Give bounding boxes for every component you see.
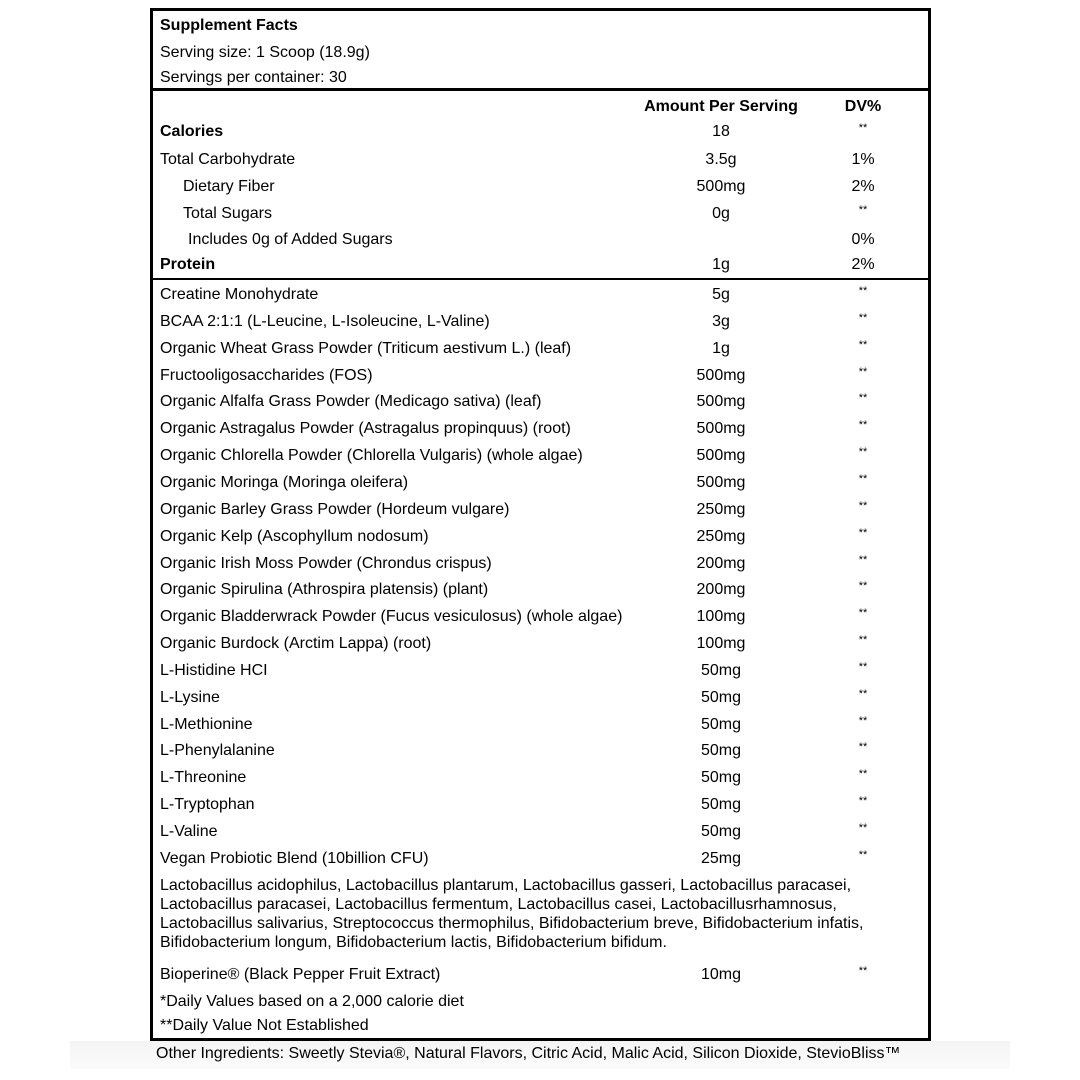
probiotic-strain-line: Lactobacillus paracasei, Lactobacillus fermentum, Lactobacillus casei, Lactobacillusrhamnosus, [160,896,837,913]
nutrient-amount: 3.5g [705,151,737,168]
ingredient-name: L-Methionine [160,715,253,733]
ingredient-name: Organic Burdock (Arctim Lappa) (root) [160,635,432,653]
nutrition-divider [153,278,928,280]
ingredient-amount: 500mg [696,420,746,438]
ingredient-row [153,662,928,686]
nutrient-amount: 500mg [696,178,746,195]
ingredient-amount: 200mg [696,554,746,572]
nutrient-name: Total Carbohydrate [160,151,296,168]
ingredient-amount: 200mg [696,581,746,599]
ingredient-name: Organic Spirulina (Athrospira platensis) (plant) [160,581,489,599]
ingredient-dv: ** [858,687,868,700]
amount-column-header: Amount Per Serving [644,98,798,115]
ingredient-name: Organic Bladderwrack Powder (Fucus vesiculosus) (whole algae) [160,608,623,626]
ingredient-dv: ** [858,768,868,781]
ingredient-amount: 25mg [700,849,742,867]
ingredient-row [153,420,928,444]
footnote-not-established: **Daily Value Not Established [160,1017,369,1034]
bioperine-row [153,966,928,990]
ingredient-name: BCAA 2:1:1 (L-Leucine, L-Isoleucine, L-Valine) [160,312,490,330]
probiotic-strain-line: Lactobacillus salivarius, Streptococcus thermophilus, Bifidobacterium breve, Bifidobacterium infatis, [160,915,864,932]
ingredient-row [153,850,928,874]
nutrition-row [153,178,928,202]
ingredient-dv: ** [858,526,868,539]
footnote-daily-values: *Daily Values based on a 2,000 calorie diet [160,993,464,1010]
ingredient-dv: ** [858,795,868,808]
probiotic-strain-line: Lactobacillus acidophilus, Lactobacillus plantarum, Lactobacillus gasseri, Lactobacillus paracasei, [160,877,852,894]
dv-column-header: DV% [844,98,882,115]
nutrition-row [153,256,928,280]
nutrient-dv: ** [858,204,868,216]
ingredient-name: Organic Chlorella Powder (Chlorella Vulgaris) (whole algae) [160,447,583,465]
ingredient-name: Organic Kelp (Ascophyllum nodosum) [160,527,429,545]
ingredient-amount: 50mg [700,661,742,679]
ingredient-name: Organic Barley Grass Powder (Hordeum vulgare) [160,500,510,518]
ingredient-amount: 500mg [696,393,746,411]
ingredient-name: Vegan Probiotic Blend (10billion CFU) [160,849,429,867]
ingredient-row [153,769,928,793]
ingredient-dv: ** [858,848,868,861]
ingredient-row [153,581,928,605]
ingredient-amount: 50mg [700,796,742,814]
probiotic-strains [160,876,920,952]
probiotic-strain-line: Bifidobacterium longum, Bifidobacterium lactis, Bifidobacterium bifidum. [160,934,667,951]
nutrient-name: Protein [160,256,216,273]
ingredient-dv: ** [858,553,868,566]
nutrient-dv: 2% [851,256,875,273]
ingredient-amount: 50mg [700,742,742,760]
ingredient-row [153,528,928,552]
header-divider [153,88,928,91]
ingredient-name: Organic Moringa (Moringa oleifera) [160,473,409,491]
ingredient-amount: 500mg [696,447,746,465]
ingredient-amount: 100mg [696,608,746,626]
ingredient-name: L-Threonine [160,769,247,787]
ingredient-name: Organic Alfalfa Grass Powder (Medicago sativa) (leaf) [160,393,542,411]
ingredient-dv: ** [858,714,868,727]
ingredient-dv: ** [858,311,868,324]
ingredient-row [153,286,928,310]
ingredient-row [153,313,928,337]
ingredient-dv: ** [858,338,868,351]
ingredient-row [153,608,928,632]
ingredient-row [153,635,928,659]
serving-size: Serving size: 1 Scoop (18.9g) [160,44,370,61]
nutrient-dv: 1% [851,151,875,168]
ingredient-row [153,367,928,391]
ingredient-amount: 10mg [700,966,742,983]
ingredient-amount: 500mg [696,366,746,384]
supplement-facts-label [150,8,931,1041]
ingredient-row [153,796,928,820]
ingredient-name: Fructooligosaccharides (FOS) [160,366,373,384]
nutrition-row [153,151,928,175]
label-title: Supplement Facts [160,17,298,34]
ingredient-amount: 50mg [700,715,742,733]
ingredient-name: Organic Astragalus Powder (Astragalus propinquus) (root) [160,420,571,438]
nutrient-dv: 2% [851,178,875,195]
ingredient-dv: ** [858,634,868,647]
nutrition-row [153,123,928,147]
nutrient-name: Total Sugars [183,205,272,222]
ingredient-row [153,340,928,364]
ingredient-dv: ** [858,580,868,593]
ingredient-dv: ** [858,446,868,459]
ingredient-name: L-Phenylalanine [160,742,275,760]
ingredient-dv: ** [858,499,868,512]
ingredient-name: Organic Irish Moss Powder (Chrondus crispus) [160,554,492,572]
ingredient-dv: ** [858,365,868,378]
nutrient-name: Dietary Fiber [183,178,275,195]
ingredient-dv: ** [858,660,868,673]
ingredient-amount: 50mg [700,823,742,840]
nutrition-row [153,231,928,255]
ingredient-name: L-Histidine HCI [160,661,268,679]
ingredient-name: L-Tryptophan [160,796,255,814]
ingredient-row [153,501,928,525]
ingredient-row [153,474,928,498]
ingredient-amount: 500mg [696,473,746,491]
ingredient-dv: ** [858,419,868,432]
ingredient-row [153,716,928,740]
label-header [153,11,928,88]
ingredient-amount: 5g [712,286,730,303]
ingredient-amount: 250mg [696,500,746,518]
ingredient-amount: 50mg [700,688,742,706]
nutrient-name: Calories [160,123,224,140]
nutrient-amount: 0g [712,205,730,222]
ingredient-amount: 3g [712,312,730,330]
ingredient-amount: 50mg [700,769,742,787]
ingredient-row [153,555,928,579]
ingredient-row [153,447,928,471]
ingredient-row [153,823,928,847]
ingredient-amount: 100mg [696,635,746,653]
nutrient-amount: 18 [712,123,730,140]
other-ingredients: Other Ingredients: Sweetly Stevia®, Natural Flavors, Citric Acid, Malic Acid, Silicon Dioxide, StevioBliss™ [156,1045,901,1062]
ingredient-amount: 250mg [696,527,746,545]
ingredient-dv: ** [858,741,868,754]
nutrient-name: Includes 0g of Added Sugars [188,231,393,248]
ingredient-name: Bioperine® (Black Pepper Fruit Extract) [160,966,441,983]
ingredient-dv: ** [858,392,868,405]
nutrient-dv: 0% [851,231,875,248]
nutrient-dv: ** [858,122,868,134]
ingredient-name: Organic Wheat Grass Powder (Triticum aestivum L.) (leaf) [160,339,572,357]
nutrient-amount: 1g [712,256,730,273]
ingredient-dv: ** [858,607,868,620]
ingredient-name: Creatine Monohydrate [160,286,319,303]
ingredient-row [153,393,928,417]
nutrition-row [153,205,928,229]
ingredient-row [153,689,928,713]
ingredient-amount: 1g [712,339,730,357]
ingredient-row [153,742,928,766]
ingredient-dv: ** [858,965,868,977]
ingredient-name: L-Lysine [160,688,220,706]
servings-per-container: Servings per container: 30 [160,69,347,86]
ingredient-dv: ** [858,285,868,297]
ingredient-name: L-Valine [160,823,218,840]
ingredient-dv: ** [858,472,868,485]
ingredient-dv: ** [858,822,868,834]
